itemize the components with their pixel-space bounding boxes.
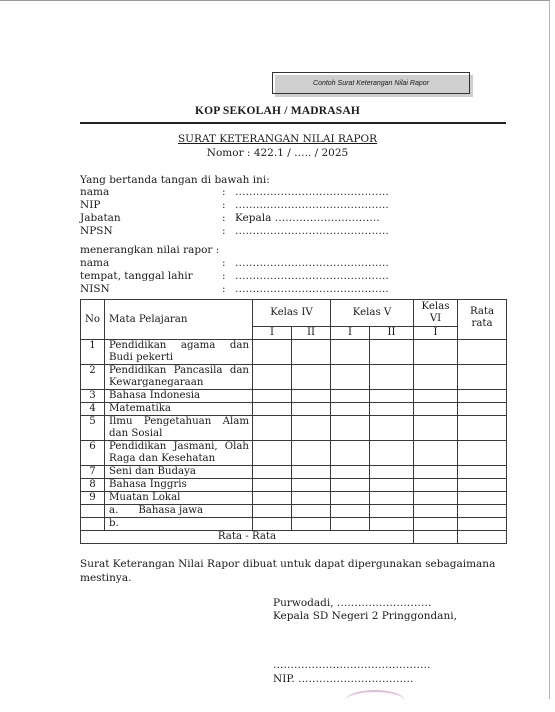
row-number: 8: [81, 479, 105, 492]
header-kelas-vi: Kelas VI: [414, 300, 458, 327]
signer-name-label: nama: [80, 186, 110, 198]
subject-name: Ilmu Pengetahuan Alam dan Sosial: [105, 416, 253, 441]
sem-ii: II: [370, 327, 414, 340]
sem-ii: II: [292, 327, 331, 340]
grade-cell: [292, 479, 331, 492]
grade-cell: [253, 479, 292, 492]
grade-cell: [292, 390, 331, 403]
row-number: 2: [81, 365, 105, 390]
grade-cell: [370, 441, 414, 466]
table-cell-empty: [81, 505, 105, 518]
sub-letter-b: b.: [105, 518, 253, 531]
average-cell: [458, 441, 507, 466]
grades-table: [80, 299, 507, 544]
table-row: [81, 479, 507, 492]
grade-cell: [414, 531, 458, 544]
average-row: [81, 531, 507, 544]
grade-cell: [253, 441, 292, 466]
letterhead-title: KOP SEKOLAH / MADRASAH: [194, 105, 361, 117]
average-cell: [458, 505, 507, 518]
stamp-mark: [345, 690, 405, 712]
grade-cell: [414, 403, 458, 416]
example-tag-text: Contoh Surat Keterangan Nilai Rapor: [313, 79, 429, 87]
table-row: [81, 492, 507, 505]
grade-cell: [253, 340, 292, 365]
grade-cell: [414, 466, 458, 479]
grade-cell: [292, 518, 331, 531]
student-nisn-value: ……………………………………..: [235, 283, 389, 295]
document-title: [0, 133, 555, 145]
grade-cell: [370, 340, 414, 365]
grade-cell: [414, 492, 458, 505]
grade-cell: [370, 492, 414, 505]
sub-letter-a: a.: [109, 505, 119, 516]
document-number: Nomor : 422.1 / ….. / 2025: [206, 147, 349, 159]
sub-row-a: [81, 505, 507, 518]
table-row: [81, 390, 507, 403]
grade-cell: [253, 365, 292, 390]
header-subject: Mata Pelajaran: [105, 300, 253, 340]
signature-name-line: ………………………………………: [273, 659, 431, 671]
grade-cell: [414, 416, 458, 441]
grade-cell: [292, 492, 331, 505]
average-row-label: Rata - Rata: [81, 531, 414, 544]
sem-i: I: [253, 327, 292, 340]
signer-npsn-value: ……………………………………..: [235, 225, 389, 237]
subject-name: Seni dan Budaya: [105, 466, 253, 479]
grade-cell: [370, 466, 414, 479]
grade-cell: [253, 466, 292, 479]
header-average: Rata rata: [458, 300, 507, 340]
colon: :: [222, 199, 226, 211]
student-intro-text: menerangkan nilai rapor :: [80, 244, 220, 256]
grade-cell: [292, 416, 331, 441]
row-number: 4: [81, 403, 105, 416]
row-number: 7: [81, 466, 105, 479]
grade-cell: [414, 340, 458, 365]
student-name-label: nama: [80, 257, 110, 269]
sub-subject-a: Bahasa jawa: [138, 505, 204, 516]
grade-cell: [292, 466, 331, 479]
sub-row-b: [81, 518, 507, 531]
grade-cell: [292, 403, 331, 416]
grade-cell: [292, 441, 331, 466]
grade-cell: [253, 505, 292, 518]
table-cell-empty: [81, 518, 105, 531]
closing-statement: Surat Keterangan Nilai Rapor dibuat untuk dapat dipergunakan sebagaimana mestinya.: [80, 558, 496, 584]
colon: :: [222, 212, 226, 224]
grade-cell: [414, 390, 458, 403]
signer-name-value: ……………………………………..: [235, 186, 389, 198]
student-birth-label: tempat, tanggal lahir: [80, 270, 193, 282]
intro-text: Yang bertanda tangan di bawah ini:: [80, 174, 270, 186]
grade-cell: [253, 390, 292, 403]
grade-rows: [81, 340, 507, 505]
grade-cell: [331, 340, 370, 365]
signer-jabatan-label: Jabatan: [80, 212, 121, 224]
grade-cell: [331, 390, 370, 403]
sem-i: I: [331, 327, 370, 340]
document-title-text: SURAT KETERANGAN NILAI RAPOR: [177, 133, 378, 145]
table-row: [81, 365, 507, 390]
average-cell: [458, 403, 507, 416]
grade-cell: [414, 518, 458, 531]
average-cell: [458, 518, 507, 531]
signer-nip-value: ……………………………………..: [235, 199, 389, 211]
row-number: 5: [81, 416, 105, 441]
grade-cell: [370, 416, 414, 441]
grade-cell: [370, 390, 414, 403]
sub-subject-cell: [105, 505, 253, 518]
grade-cell: [370, 505, 414, 518]
table-row: [81, 403, 507, 416]
grade-cell: [414, 505, 458, 518]
grade-cell: [331, 416, 370, 441]
grade-cell: [331, 479, 370, 492]
row-number: 1: [81, 340, 105, 365]
page-top-border: [0, 0, 549, 1]
colon: :: [222, 270, 226, 282]
signer-npsn-label: NPSN: [80, 225, 113, 237]
average-cell: [458, 492, 507, 505]
student-birth-value: ……………………………………..: [235, 270, 389, 282]
sem-i: I: [414, 327, 458, 340]
colon: :: [222, 186, 226, 198]
grade-cell: [370, 365, 414, 390]
grade-cell: [414, 365, 458, 390]
table-row: [81, 441, 507, 466]
subject-name: Muatan Lokal: [105, 492, 253, 505]
average-cell: [458, 365, 507, 390]
grade-cell: [292, 365, 331, 390]
table-row: [81, 340, 507, 365]
grade-cell: [292, 340, 331, 365]
header-kelas-iv: Kelas IV: [253, 300, 331, 327]
grade-cell: [370, 403, 414, 416]
row-number: 6: [81, 441, 105, 466]
average-cell: [458, 466, 507, 479]
grade-cell: [331, 492, 370, 505]
grade-cell: [253, 518, 292, 531]
grade-cell: [331, 441, 370, 466]
grade-cell: [414, 441, 458, 466]
subject-name: Pendidikan Jasmani, Olah Raga dan Kesehatan: [105, 441, 253, 466]
student-nisn-label: NISN: [80, 283, 110, 295]
grade-cell: [331, 518, 370, 531]
subject-name: Bahasa Inggris: [105, 479, 253, 492]
colon: :: [222, 283, 226, 295]
subject-name: Pendidikan agama dan Budi pekerti: [105, 340, 253, 365]
grade-cell: [331, 403, 370, 416]
grade-cell: [253, 403, 292, 416]
header-no: No: [81, 300, 105, 340]
row-number: 9: [81, 492, 105, 505]
subject-name: Pendidikan Pancasila dan Kewarganegaraan: [105, 365, 253, 390]
average-cell: [458, 390, 507, 403]
header-kelas-v: Kelas V: [331, 300, 414, 327]
grade-cell: [331, 365, 370, 390]
grade-cell: [370, 479, 414, 492]
signature-position: Kepala SD Negeri 2 Pringgondani,: [273, 610, 457, 622]
signature-place-date: Purwodadi, ………………………: [273, 597, 432, 609]
letterhead-rule: [80, 122, 506, 124]
grade-cell: [253, 492, 292, 505]
grade-cell: [292, 505, 331, 518]
signature-nip: NIP. ……………………………: [273, 673, 414, 685]
grade-cell: [331, 466, 370, 479]
colon: :: [222, 225, 226, 237]
average-cell: [458, 416, 507, 441]
table-row: [81, 416, 507, 441]
row-number: 3: [81, 390, 105, 403]
grade-cell: [331, 505, 370, 518]
average-cell: [458, 531, 507, 544]
grade-cell: [253, 416, 292, 441]
grade-cell: [370, 518, 414, 531]
signer-nip-label: NIP: [80, 199, 101, 211]
student-name-value: ……………………………………..: [235, 257, 389, 269]
subject-name: Matematika: [105, 403, 253, 416]
example-tag-box: [272, 72, 470, 94]
grade-cell: [414, 479, 458, 492]
average-cell: [458, 479, 507, 492]
signer-jabatan-value: Kepala …………………………: [235, 212, 380, 224]
colon: :: [222, 257, 226, 269]
table-row: [81, 466, 507, 479]
subject-name: Bahasa Indonesia: [105, 390, 253, 403]
average-cell: [458, 340, 507, 365]
